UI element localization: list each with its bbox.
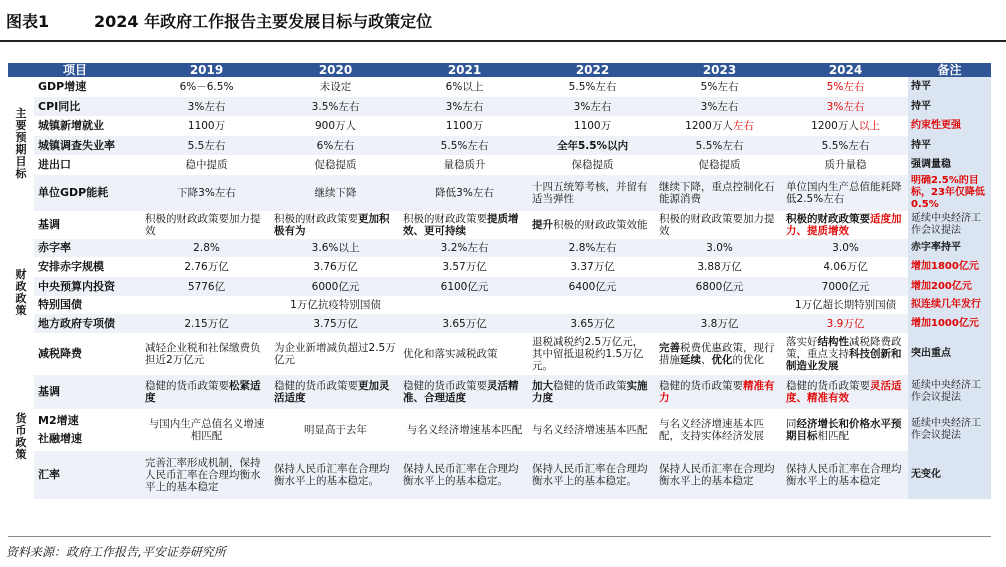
cell: 7000亿元 — [783, 277, 908, 296]
row-label: 中央预算内投资 — [34, 277, 142, 296]
note-cell: 持平 — [908, 97, 991, 116]
cell: 6%－6.5% — [179, 81, 234, 93]
cell: 3.5%左右 — [271, 97, 400, 116]
note-cell: 延续中央经济工作会议提法 — [908, 211, 991, 239]
cell: 6000亿元 — [271, 277, 400, 296]
cell: 促稳提质 — [314, 159, 357, 171]
cell: 5%左右 — [700, 81, 739, 93]
cell: 保持人民币汇率在合理均衡水平上的基本稳定 — [656, 451, 783, 499]
cell: 完善汇率形成机制，保持人民币汇率在合理均衡水平上的基本稳定 — [142, 451, 271, 499]
cell: 3.65万亿 — [529, 314, 656, 333]
note-cell: 增加200亿元 — [908, 277, 991, 296]
row-label: 城镇新增就业 — [38, 119, 104, 132]
table-row — [8, 451, 991, 499]
note-cell: 增加1800亿元 — [908, 257, 991, 277]
note-cell: 无变化 — [908, 451, 991, 499]
cell: 6%以上 — [445, 81, 484, 93]
cell: 稳健的货币政策要灵活适度、精准有效 — [783, 375, 908, 409]
cell: 3.0% — [783, 239, 908, 257]
cell: 3%左右 — [783, 97, 908, 116]
table-row — [8, 375, 991, 409]
cell: 3.75万亿 — [271, 314, 400, 333]
source-note: 资料来源：政府工作报告,平安证券研究所 — [6, 545, 226, 559]
cell: 5.5%左右 — [400, 136, 529, 155]
cell: 与名义经济增速基本匹配 — [532, 424, 648, 436]
cell: 稳健的货币政策要灵活精准、合理适度 — [400, 375, 529, 409]
title-bar — [0, 0, 1006, 42]
cell: 2.8%左右 — [529, 239, 656, 257]
cell: 3.37万亿 — [570, 261, 615, 273]
table-row — [8, 97, 991, 116]
cell: 3.2%左右 — [400, 239, 529, 257]
table-row — [8, 257, 991, 277]
cell: 2.76万亿 — [184, 261, 229, 273]
row-label: 单位GDP能耗 — [34, 175, 142, 211]
policy-table — [8, 63, 991, 499]
cell: 3.88万亿 — [697, 261, 742, 273]
cell: 继续下降 — [271, 175, 400, 211]
cell: 3%左右 — [142, 97, 271, 116]
cell: 3.65万亿 — [400, 314, 529, 333]
cell: 3%左右 — [400, 97, 529, 116]
page-title: 2024 年政府工作报告主要发展目标与政策定位 — [94, 12, 433, 31]
table-row — [8, 136, 991, 155]
cell: 3%左右 — [529, 97, 656, 116]
row-label: 汇率 — [34, 451, 142, 499]
category-targets: 主要预期目标 — [8, 77, 34, 211]
cell: 5776亿 — [142, 277, 271, 296]
cell — [400, 296, 529, 314]
cell: 量稳质升 — [443, 159, 486, 171]
table-row — [8, 211, 991, 239]
cell: 6800亿元 — [656, 277, 783, 296]
col-header-item: 项目 — [8, 63, 142, 77]
cell: 6100亿元 — [400, 277, 529, 296]
col-header-note: 备注 — [908, 63, 991, 77]
cell: 稳中提质 — [185, 159, 228, 171]
cell: 1万亿超长期特别国债 — [794, 299, 897, 311]
cell: 与国内生产总值名义增速相匹配 — [148, 418, 265, 442]
col-header-2023: 2023 — [656, 63, 783, 77]
cell: 900万人 — [314, 120, 357, 132]
cell: 2.15万亿 — [142, 314, 271, 333]
cell: 促稳提质 — [698, 159, 741, 171]
cell: 降低3%左右 — [400, 175, 529, 211]
cell: 6%左右 — [271, 136, 400, 155]
cell: 4.06万亿 — [823, 261, 868, 273]
table-row — [8, 409, 991, 451]
table-row — [8, 333, 991, 375]
cell: 与名义经济增速基本匹配 — [406, 424, 523, 436]
cell: 稳健的货币政策要精准有力 — [656, 375, 783, 409]
row-label: 基调 — [34, 375, 142, 409]
row-label: 安排赤字规模 — [38, 260, 104, 273]
row-label: GDP增速 — [38, 80, 87, 93]
cell: 稳健的货币政策要更加灵活适度 — [271, 375, 400, 409]
cell: 3.0% — [656, 239, 783, 257]
table-row — [8, 77, 991, 97]
category-monetary: 货币政策 — [8, 375, 34, 499]
cell: 完善税费优惠政策，现行措施延续、优化的优化 — [659, 342, 775, 366]
note-cell: 约束性更强 — [908, 116, 991, 136]
row-label: 基调 — [38, 218, 60, 231]
table-row — [8, 314, 991, 333]
row-label: 地方政府专项债 — [34, 314, 142, 333]
note-cell: 延续中央经济工作会议提法 — [908, 409, 991, 451]
cell: 5.5%左右 — [656, 136, 783, 155]
cell: 继续下降，重点控制化石能源消费 — [656, 175, 783, 211]
divider — [8, 536, 991, 537]
cell: 落实好结构性减税降费政策，重点支持科技创新和制造业发展 — [786, 336, 902, 372]
cell: 十四五统筹考核，并留有适当弹性 — [529, 175, 656, 211]
row-label: 减税降费 — [38, 347, 82, 360]
cell: 5.5左右 — [142, 136, 271, 155]
cell: 3.9万亿 — [783, 314, 908, 333]
row-label: 特别国债 — [38, 298, 82, 311]
cell: 5.5%左右 — [783, 136, 908, 155]
note-cell: 明确2.5%的目标，23年仅降低0.5% — [908, 175, 991, 211]
cell: 下降3%左右 — [142, 175, 271, 211]
cell: 积极的财政政策要适度加力、提质增效 — [786, 213, 902, 237]
cell: 1100万 — [187, 120, 226, 132]
cell: 积极的财政政策要提质增效、更可持续 — [403, 213, 519, 237]
cell: 积极的财政政策要加力提效 — [659, 213, 775, 237]
cell: 积极的财政政策要加力提效 — [145, 213, 261, 237]
cell: 3%左右 — [656, 97, 783, 116]
header-row — [8, 63, 991, 77]
cell: 稳健的货币政策要松紧适度 — [142, 375, 271, 409]
cell: 全年5.5%以内 — [529, 136, 656, 155]
col-header-2021: 2021 — [400, 63, 529, 77]
note-cell: 延续中央经济工作会议提法 — [908, 375, 991, 409]
row-label: 赤字率 — [34, 239, 142, 257]
table-row — [8, 175, 991, 211]
note-cell: 持平 — [908, 136, 991, 155]
cell: 同经济增长和价格水平预期目标相匹配 — [786, 418, 902, 442]
cell: 未设定 — [319, 81, 352, 93]
cell: 2.8% — [142, 239, 271, 257]
table-row — [8, 296, 991, 314]
note-cell: 赤字率持平 — [908, 239, 991, 257]
cell: 保持人民币汇率在合理均衡水平上的基本稳定。 — [529, 451, 656, 499]
note-cell: 拟连续几年发行 — [908, 296, 991, 314]
table-row — [8, 116, 991, 136]
cell: 1万亿抗疫特别国债 — [290, 299, 381, 311]
table-row — [8, 155, 991, 175]
note-cell: 强调量稳 — [908, 155, 991, 175]
row-label: 进出口 — [38, 158, 71, 171]
cell: 提升积极的财政政策效能 — [532, 219, 648, 231]
cell: 保持人民币汇率在合理均衡水平上的基本稳定 — [783, 451, 908, 499]
col-header-2024: 2024 — [783, 63, 908, 77]
category-fiscal: 财政政策 — [8, 211, 34, 375]
cell: 3.8万亿 — [656, 314, 783, 333]
figure-label: 图表1 — [6, 12, 50, 31]
row-label: 城镇调查失业率 — [34, 136, 142, 155]
cell: 6400亿元 — [529, 277, 656, 296]
cell — [529, 296, 656, 314]
cell: 3.57万亿 — [442, 261, 487, 273]
cell: 单位国内生产总值能耗降低2.5%左右 — [783, 175, 908, 211]
cell: 优化和落实减税政策 — [403, 348, 498, 360]
cell: 与名义经济增速基本匹配，支持实体经济发展 — [659, 418, 765, 442]
cell: 1200万人以上 — [811, 120, 880, 132]
cell: 减轻企业税和社保缴费负担近2万亿元 — [145, 342, 261, 366]
col-header-2020: 2020 — [271, 63, 400, 77]
note-cell: 持平 — [908, 77, 991, 97]
cell: 保持人民币汇率在合理均衡水平上的基本稳定。 — [400, 451, 529, 499]
cell: 3.6%以上 — [271, 239, 400, 257]
cell: 为企业新增减负超过2.5万亿元 — [274, 342, 396, 366]
col-header-2022: 2022 — [529, 63, 656, 77]
row-label: M2增速 社融增速 — [38, 414, 82, 445]
table-row — [8, 277, 991, 296]
cell: 保持人民币汇率在合理均衡水平上的基本稳定。 — [271, 451, 400, 499]
cell: 5%左右 — [826, 81, 865, 93]
cell: 退税减税约2.5万亿元，其中留抵退税约1.5万亿元。 — [532, 336, 644, 372]
note-cell: 突出重点 — [908, 333, 991, 375]
col-header-2019: 2019 — [142, 63, 271, 77]
cell: 保稳提质 — [571, 159, 614, 171]
cell — [656, 296, 783, 314]
row-label: CPI同比 — [34, 97, 142, 116]
note-cell: 增加1000亿元 — [908, 314, 991, 333]
cell: 加大稳健的货币政策实施力度 — [529, 375, 656, 409]
cell: 明显高于去年 — [304, 424, 368, 436]
cell — [142, 296, 271, 314]
cell: 质升量稳 — [824, 159, 867, 171]
cell: 1100万 — [573, 120, 612, 132]
cell: 积极的财政政策要更加积极有为 — [274, 213, 390, 237]
cell: 1100万 — [445, 120, 484, 132]
table-row — [8, 239, 991, 257]
cell: 3.76万亿 — [313, 261, 358, 273]
cell: 1200万人左右 — [685, 120, 754, 132]
cell: 5.5%左右 — [568, 81, 617, 93]
